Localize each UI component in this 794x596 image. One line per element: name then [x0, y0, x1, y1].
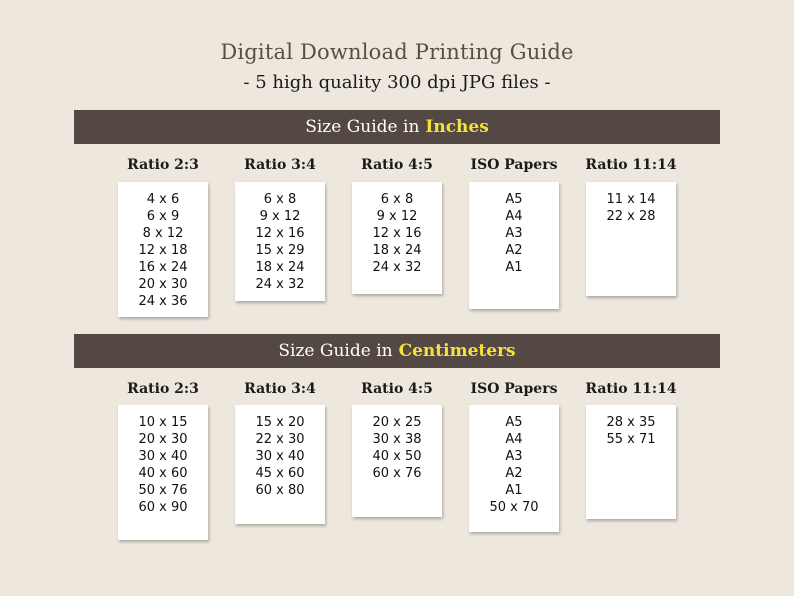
- centimeters-banner: [74, 334, 720, 368]
- size-row: 12 x 16: [255, 226, 305, 241]
- size-row: 12 x 18: [138, 243, 188, 258]
- size-row: A1: [505, 483, 523, 498]
- size-row: 6 x 8: [263, 192, 297, 207]
- size-row: 30 x 40: [138, 449, 188, 464]
- size-row: 28 x 35: [606, 415, 656, 430]
- size-row: 60 x 76: [372, 466, 422, 481]
- size-row: A3: [505, 449, 523, 464]
- size-row: 20 x 30: [138, 277, 188, 292]
- size-row: 4 x 6: [146, 192, 180, 207]
- centimeters-banner-label: Size Guide in: [278, 341, 393, 361]
- size-row: A5: [505, 192, 523, 207]
- size-row: 12 x 16: [372, 226, 422, 241]
- inches-col-heading: ISO Papers: [470, 157, 558, 173]
- page-subtitle: - 5 high quality 300 dpi JPG files -: [243, 72, 551, 93]
- size-card: [352, 182, 442, 294]
- size-row: 50 x 76: [138, 483, 188, 498]
- size-row: 6 x 9: [146, 209, 180, 224]
- size-row: 9 x 12: [376, 209, 418, 224]
- size-row: 18 x 24: [372, 243, 422, 258]
- inches-banner: [74, 110, 720, 144]
- size-row: A4: [505, 432, 523, 447]
- size-row: 45 x 60: [255, 466, 305, 481]
- page-title: Digital Download Printing Guide: [220, 40, 574, 64]
- centimeters-banner-highlight: Centimeters: [398, 341, 516, 361]
- size-row: 10 x 15: [138, 415, 188, 430]
- size-row: 22 x 30: [255, 432, 305, 447]
- size-row: 30 x 38: [372, 432, 422, 447]
- size-row: 24 x 36: [138, 294, 188, 309]
- size-row: A4: [505, 209, 523, 224]
- size-card: [586, 182, 676, 296]
- size-row: 30 x 40: [255, 449, 305, 464]
- size-row: 40 x 50: [372, 449, 422, 464]
- size-row: 55 x 71: [606, 432, 656, 447]
- size-row: A3: [505, 226, 523, 241]
- size-card: [235, 405, 325, 524]
- size-card: [235, 182, 325, 301]
- size-row: 18 x 24: [255, 260, 305, 275]
- size-card: [118, 405, 208, 540]
- size-row: 11 x 14: [606, 192, 656, 207]
- size-row: 20 x 25: [372, 415, 422, 430]
- size-row: 15 x 29: [255, 243, 305, 258]
- size-row: A1: [505, 260, 523, 275]
- size-row: 60 x 90: [138, 500, 188, 515]
- size-row: 40 x 60: [138, 466, 188, 481]
- size-row: 6 x 8: [380, 192, 414, 207]
- size-row: A2: [505, 243, 523, 258]
- inches-col-heading: Ratio 2:3: [127, 157, 199, 173]
- size-row: 8 x 12: [142, 226, 184, 241]
- size-card: [118, 182, 208, 317]
- size-row: 24 x 32: [255, 277, 305, 292]
- inches-col-heading: Ratio 11:14: [585, 157, 677, 173]
- size-row: 50 x 70: [489, 500, 539, 515]
- centimeters-col-heading: Ratio 11:14: [585, 381, 677, 397]
- size-row: 9 x 12: [259, 209, 301, 224]
- size-row: 16 x 24: [138, 260, 188, 275]
- size-row: A2: [505, 466, 523, 481]
- size-card: [586, 405, 676, 519]
- centimeters-col-heading: Ratio 4:5: [361, 381, 433, 397]
- centimeters-col-heading: Ratio 2:3: [127, 381, 199, 397]
- size-card: [469, 182, 559, 309]
- size-row: A5: [505, 415, 523, 430]
- inches-col-heading: Ratio 4:5: [361, 157, 433, 173]
- size-card: [469, 405, 559, 532]
- size-card: [352, 405, 442, 517]
- size-row: 15 x 20: [255, 415, 305, 430]
- centimeters-col-heading: ISO Papers: [470, 381, 558, 397]
- size-row: 60 x 80: [255, 483, 305, 498]
- inches-col-heading: Ratio 3:4: [244, 157, 316, 173]
- size-row: 22 x 28: [606, 209, 656, 224]
- inches-banner-highlight: Inches: [425, 117, 489, 137]
- size-row: 20 x 30: [138, 432, 188, 447]
- inches-banner-label: Size Guide in: [305, 117, 420, 137]
- size-row: 24 x 32: [372, 260, 422, 275]
- centimeters-col-heading: Ratio 3:4: [244, 381, 316, 397]
